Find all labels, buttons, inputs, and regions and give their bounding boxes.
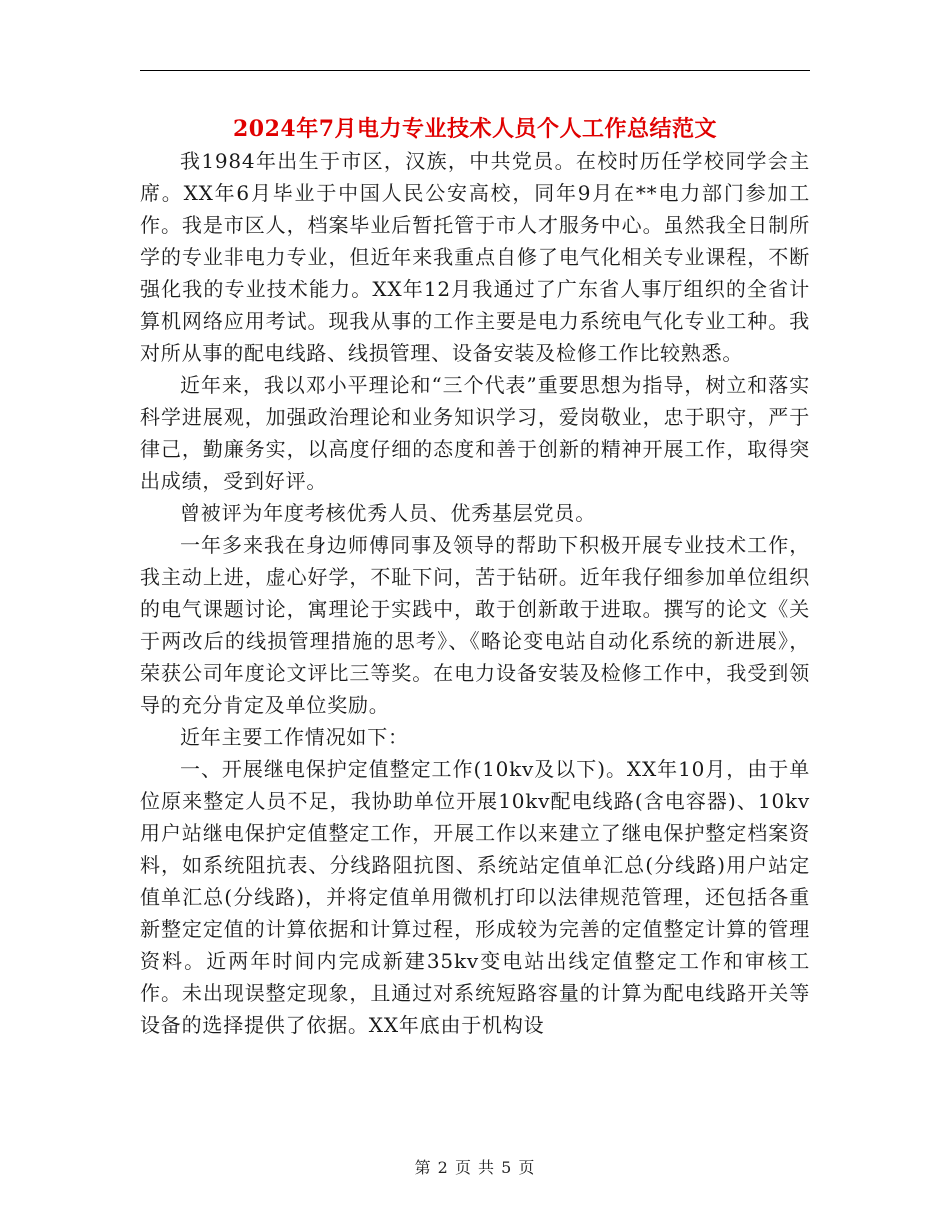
document-body — [140, 145, 810, 1041]
header-rule — [140, 70, 810, 71]
document-title: 2024年7月电力专业技术人员个人工作总结范文 — [232, 116, 718, 142]
paragraph-personal-background: 我1984年出生于市区，汉族，中共党员。在校时历任学校同学会主席。XX年6月毕业于中国人民公安高校，同年9月在**电力部门参加工作。我是市区人，档案毕业后暂托管于市人才服务中心。虽然我全日制所学的专业非电力专业，但近年来我重点自修了电气化相关专业课程，不断强化我的专业技术能力。XX年12月我通过了广东省人事厅组织的全省计算机网络应用考试。现我从事的工作主要是电力系统电气化专业工种。我对所从事的配电线路、线损管理、设备安装及检修工作比较熟悉。 — [140, 149, 810, 365]
page-number: 第 2 页 共 5 页 — [414, 1158, 536, 1177]
paragraph-honors: 曾被评为年度考核优秀人员、优秀基层党员。 — [180, 501, 596, 525]
paragraph-work-attitude: 近年来，我以邓小平理论和“三个代表”重要思想为指导，树立和落实科学进展观，加强政治理论和业务知识学习，爱岗敬业，忠于职守，严于律己，勤廉务实，以高度仔细的态度和善于创新的精神开展工作，取得突出成绩，受到好评。 — [140, 373, 810, 493]
paragraph-work-summary-intro: 近年主要工作情况如下： — [180, 725, 409, 749]
paragraph-technical-work: 一年多来我在身边师傅同事及领导的帮助下积极开展专业技术工作，我主动上进，虚心好学，不耻下问，苦于钻研。近年我仔细参加单位组织的电气课题讨论，寓理论于实践中，敢于创新敢于进取。撰写的论文《关于两改后的线损管理措施的思考》、《略论变电站自动化系统的新进展》，荣获公司年度论文评比三等奖。在电力设备安装及检修工作中，我受到领导的充分肯定及单位奖励。 — [140, 533, 810, 717]
paragraph-relay-protection: 一、开展继电保护定值整定工作(10kv及以下)。XX年10月，由于单位原来整定人员不足，我协助单位开展10kv配电线路(含电容器)、10kv用户站继电保护定值整定工作，开展工作以来建立了继电保护整定档案资料，如系统阻抗表、分线路阻抗图、系统站定值单汇总(分线路)用户站定值单汇总(分线路)，并将定值单用微机打印以法律规范管理，还包括各重新整定定值的计算依据和计算过程，形成较为完善的定值整定计算的管理资料。近两年时间内完成新建35kv变电站出线定值整定工作和审核工作。未出现误整定现象，且通过对系统短路容量的计算为配电线路开关等设备的选择提供了依据。XX年底由于机构设 — [140, 757, 810, 1037]
